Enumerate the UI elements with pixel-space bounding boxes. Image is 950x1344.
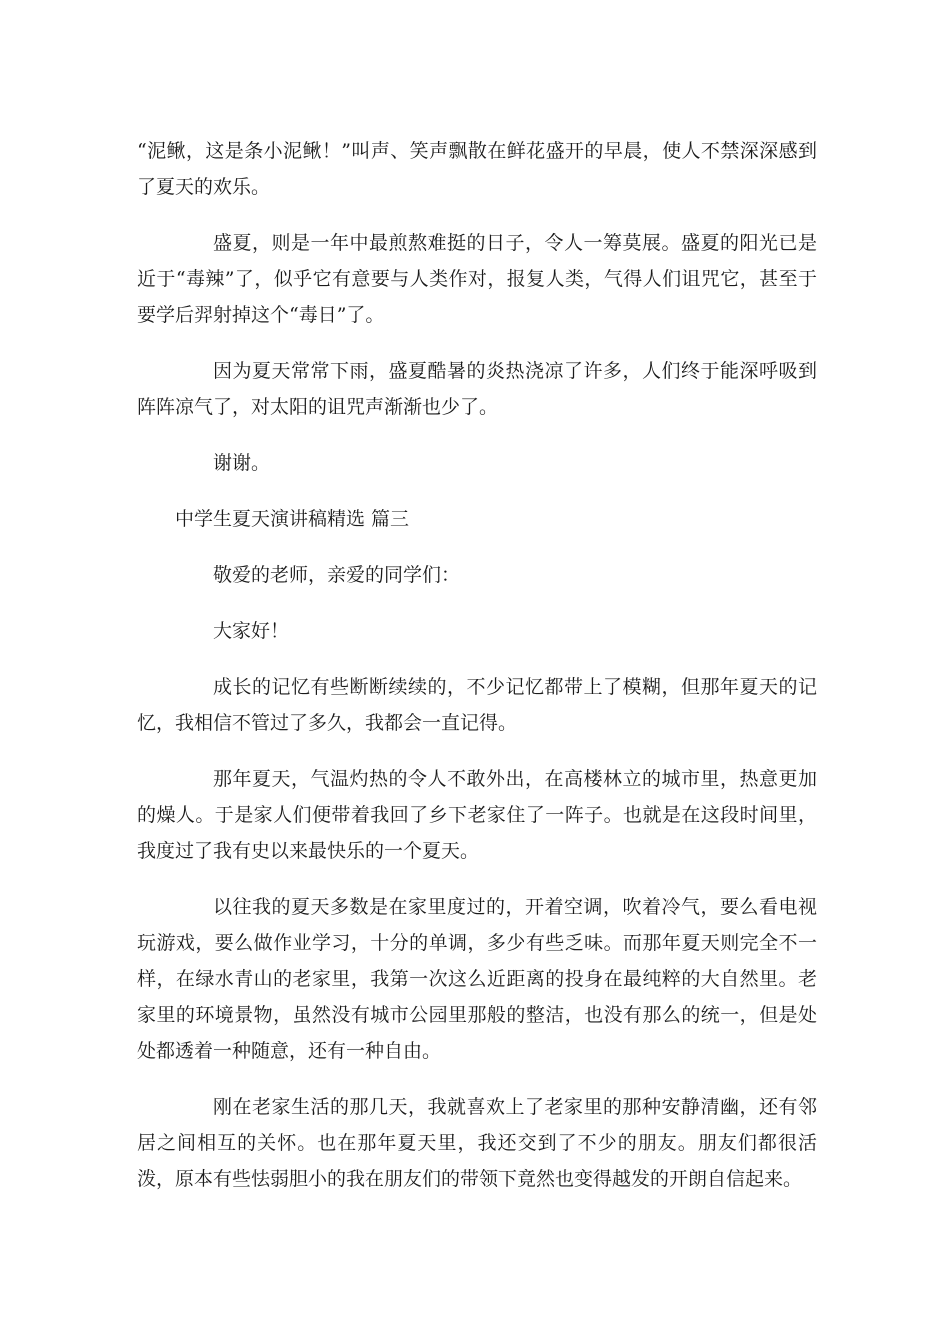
paragraph-thanks: 谢谢。 [213,452,271,474]
paragraph-greeting: 大家好！ [213,620,290,642]
paragraph-memory: 成长的记忆有些断断续续的，不少记忆都带上了模糊，但那年夏天的记忆，我相信不管过了多久，我都会一直记得。 [137,676,817,734]
paragraph-hometown: 刚在老家生活的那几天，我就喜欢上了老家里的那种安静清幽，还有邻居之间相互的关怀。也在那年夏天里，我还交到了不少的朋友。朋友们都很活泼，原本有些怯弱胆小的我在朋友们的带领下竟然也变得越发的开朗自信起来。 [137,1096,817,1190]
paragraph-midsummer: 盛夏，则是一年中最煎熬难挺的日子，令人一筹莫展。盛夏的阳光已是近于“毒辣”了，似乎它有意要与人类作对，报复人类，气得人们诅咒它，甚至于要学后羿射掉这个“毒日”了。 [137,232,817,326]
paragraph-loach: “泥鳅，这是条小泥鳅！”叫声、笑声飘散在鲜花盛开的早晨，使人不禁深深感到了夏天的欢乐。 [137,140,817,198]
paragraph-past-summers: 以往我的夏天多数是在家里度过的，开着空调，吹着冷气，要么看电视玩游戏，要么做作业学习，十分的单调，多少有些乏味。而那年夏天则完全不一样，在绿水青山的老家里，我第一次这么近距离的投身在最纯粹的大自然里。老家里的环境景物，虽然没有城市公园里那般的整洁，也没有那么的统一，但是处处都透着一种随意，还有一种自由。 [137,896,817,1062]
paragraph-salutation: 敬爱的老师，亲爱的同学们： [213,564,461,586]
paragraph-rain: 因为夏天常常下雨，盛夏酷暑的炎热浇凉了许多，人们终于能深呼吸到阵阵凉气了，对太阳的诅咒声渐渐也少了。 [137,360,817,418]
section-heading: 中学生夏天演讲稿精选 篇三 [175,508,410,530]
document-body [137,133,817,1217]
paragraph-hot-summer: 那年夏天，气温灼热的令人不敢外出，在高楼林立的城市里，热意更加的燥人。于是家人们便带着我回了乡下老家住了一阵子。也就是在这段时间里，我度过了我有史以来最快乐的一个夏天。 [137,768,817,862]
